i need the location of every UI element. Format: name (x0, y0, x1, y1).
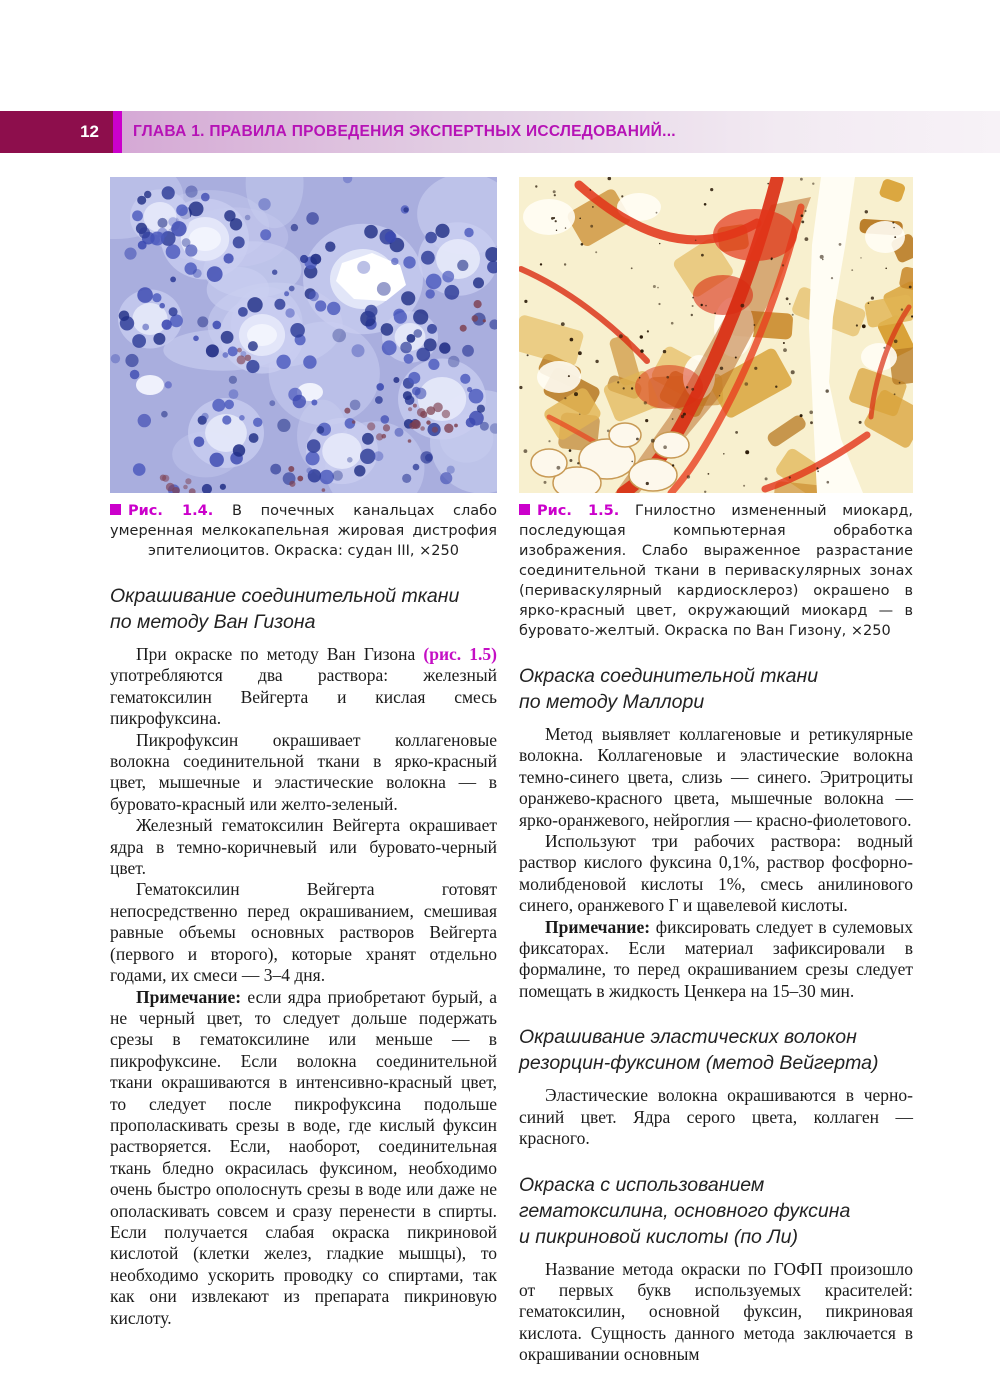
figure-1-4-caption (110, 501, 497, 561)
right-column (519, 177, 913, 1366)
note-label: Примечание: (136, 986, 242, 1007)
subheading-van-gieson: Окрашивание соединительной ткани по методу Ван Гизона (110, 585, 460, 633)
paragraph: Используют три рабочих раствора: водный раствор кислого фуксина 0,1%, раствор фосфорно-молибденовой кислоты 1%, смесь анилинового синего, оранжевого Г и щавелевой кислоты. (519, 831, 913, 916)
note-paragraph: Примечание: фиксировать следует в сулемовых фиксаторах. Если материал зафиксировали в формалине, то перед окрашиванием срезы следует помещать в жидкость Ценкера на 15–30 мин. (519, 916, 913, 1001)
paragraph: Метод выявляет коллагеновые и ретикулярные волокна. Коллагеновые и эластические волокна темно-синего цвета, слизь — синего. Эритроциты оранжево-красного цвета, мышечные волокна — ярко-оранжевого, нейроглия — красно-фиолетового. (519, 724, 913, 830)
caption-square-icon (519, 504, 530, 515)
figure-reference: (рис. 1.5) (423, 644, 497, 664)
subheading-mallory: Окраска соединительной ткани по методу Маллори (519, 665, 819, 713)
paragraph: При окраске по методу Ван Гизона (рис. 1.5) употребляются два раствора: железный гематоксилин Вейгерта и кислая смесь пикрофуксина. (110, 644, 497, 729)
note-paragraph: Примечание: если ядра приобретают бурый, а не черный цвет, то следует дольше подержать срезы в гематоксилине или меньше — в пикрофуксине. Если волокна соединительной ткани окрашиваются в интенсивно-красный цвет, то следует после пикрофуксина подольше прополаскивать срезы в воде, где кислый фуксин растворяется. Если, наоборот, соединительная ткань бледно окрасилась фуксином, необходимо очень быстро ополоснуть срезы в воде или даже не ополаскивать совсем и сразу перенести в спирты. Если получается слабая окраска пикриновой кислотой (клетки желез, гладкие мышцы), то необходимо ускорить проводку со спиртами, так как они извлекают из препарата пикриновую кислоту. (110, 986, 497, 1328)
figure-1-5-image (519, 177, 913, 493)
paragraph: Пикрофуксин окрашивает коллагеновые волокна соединительной ткани в ярко-красный цвет, мышечные и эластические волокна — в буровато-красный или желто-зеленый. (110, 729, 497, 814)
paragraph: Железный гематоксилин Вейгерта окрашивает ядра в темно-коричневый или буровато-черный цвет. (110, 815, 497, 879)
figure-1-4-image (110, 177, 497, 493)
header-accent-strip (113, 111, 122, 153)
figure-1-5-label: Рис. 1.5. (537, 503, 620, 519)
page-number: 12 (0, 111, 113, 153)
figure-1-5-caption (519, 501, 913, 641)
figure-1-4-caption-text: В почечных канальцах слабо умеренная мелкокапельная жировая дистрофия эпителиоцитов. Окраска: судан III, ×250 (110, 503, 497, 559)
caption-square-icon (110, 504, 121, 515)
subheading-gofp: Окраска с использованием гематоксилина, основного фуксина и пикриновой кислоты (по Ли) (519, 1173, 851, 1248)
paragraph: Эластические волокна окрашиваются в черно-синий цвет. Ядра серого цвета, коллаген — красного. (519, 1085, 913, 1149)
figure-1-4-label: Рис. 1.4. (128, 503, 214, 519)
page-header (0, 111, 1000, 153)
chapter-title: ГЛАВА 1. ПРАВИЛА ПРОВЕДЕНИЯ ЭКСПЕРТНЫХ ИССЛЕДОВАНИЙ... (122, 111, 1000, 153)
figure-1-5-caption-text: Гнилостно измененный миокард, последующая компьютерная обработка изображения. Слабо выраженное разрастание соединительной ткани в периваскулярных зонах (периваскулярный кардиосклероз) окрашено в ярко-красный цвет, окружающий миокард — в буровато-желтый. Окраска по Ван Гизону, ×250 (519, 503, 913, 639)
subheading-weigert: Окрашивание эластических волокон резорцин-фуксином (метод Вейгерта) (519, 1026, 879, 1075)
paragraph: Название метода окраски по ГОФП произошло от первых букв используемых красителей: гематоксилин, основной фуксин, пикриновая кислота. Сущность данного метода заключается в окрашивании основным (519, 1258, 913, 1365)
note-label: Примечание: (545, 916, 651, 937)
left-column (110, 177, 497, 1329)
paragraph: Гематоксилин Вейгерта готовят непосредственно перед окрашиванием, смешивая равные объемы основных растворов Вейгерта (первого и второго), которые хранят отдельно годами, их смеси — 3–4 дня. (110, 879, 497, 986)
